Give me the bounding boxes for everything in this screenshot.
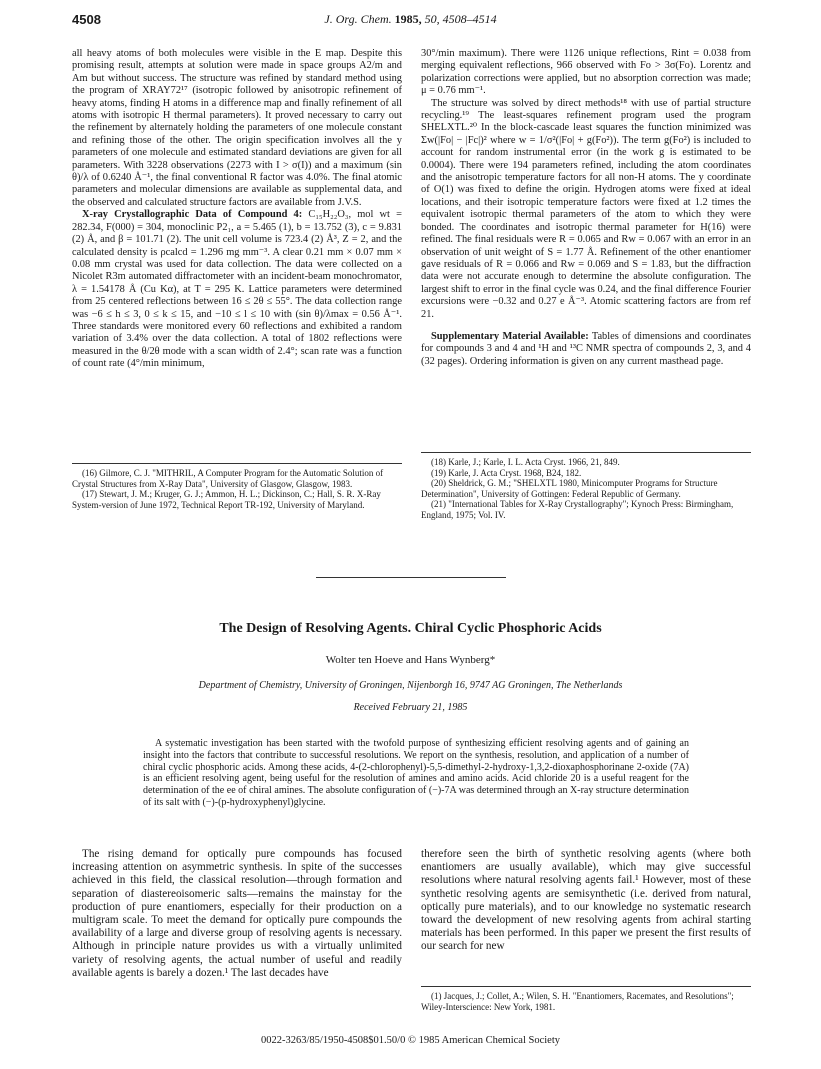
supplementary-paragraph (421, 331, 751, 368)
footnote-rule-body (421, 986, 751, 987)
body-right-column (421, 848, 751, 954)
footnote-rule-right (421, 452, 751, 453)
footnote-16: (16) Gilmore, C. J. "MITHRIL, A Computer Program for the Automatic Solution of Crystal Structures from X-Ray Data", University of Glasgow, Glasgow, 1983. (72, 468, 384, 489)
footnotes-body (421, 991, 751, 1012)
left-paragraph: all heavy atoms of both molecules were visible in the E map. Despite this promising result, attempts at solution were made in space groups A2/m and Am but without success. The structure was refined by standard method using the program of XRAY72¹⁷ (isotropic followed by anisotropic refinement of heavy atoms, finding H atoms in a difference map and finally refinement of all atoms with isotropic H thermal parameters). It proved necessary to carry out the refinement by alternately holding the parameters of one molecule constant and refining those of the other. The origin specification involves all the y parameters of one molecule and estimated standard deviations are given for all parameters. With 3228 observations (2273 with I > σ(I)) and a maximum (sin θ)/λ of 0.6240 Å⁻¹, the final conventional R factor was 4.0%. The final atomic parameters and molecular dimensions are available as supplemental data, and the observed and calculated structure factors are available from J.V.S. (72, 48, 402, 208)
body-left-column (72, 848, 402, 980)
footnotes-right (421, 457, 751, 521)
footnote-19: (19) Karle, J. Acta Cryst. 1968, B24, 182. (431, 467, 582, 478)
right-paragraph-1: 30°/min maximum). There were 1126 unique reflections, Rint = 0.038 from merging equivalent reflections, 966 observed with Fo > 3σ(Fo). Lorentz and polarization corrections were applied, but no absorption correction was made; μ = 0.76 mm⁻¹. (421, 48, 751, 97)
journal-pages: 4508–4514 (442, 12, 497, 26)
article-separator (316, 577, 506, 578)
supplementary-text: Tables of dimensions and coordinates for compounds 3 and 4 and ¹H and ¹³C NMR spectra of compounds 2, 3, and 4 (32 pages). Ordering information is given on any current masthead page. (421, 330, 751, 367)
journal-header (0, 12, 821, 27)
footnote-21: (21) "International Tables for X-Ray Crystallography"; Kynoch Press: Birmingham, England, 1975; Vol. IV. (421, 499, 734, 520)
article-title: The Design of Resolving Agents. Chiral Cyclic Phosphoric Acids (219, 621, 602, 636)
footnote-1: (1) Jacques, J.; Collet, A.; Wilen, S. H. "Enantiomers, Racemates, and Resolutions"; Wiley-Interscience: New York, 1981. (421, 991, 734, 1012)
article-authors: Wolter ten Hoeve and Hans Wynberg* (325, 654, 496, 666)
article-received-date: Received February 21, 1985 (353, 702, 468, 713)
page-number: 4508 (72, 12, 101, 27)
article-abstract: A systematic investigation has been started with the twofold purpose of synthesizing efficient resolving agents and of gaining an insight into the factors that contribute to successful resolutions. We report on the synthesis, resolution, and application of a number of chiral cyclic phosphoric acids. Among these acids, 4-(2-chlorophenyl)-5,5-dimethyl-2-hydroxy-1,3,2-dioxaphosphorinane 2-oxide (7A) is an efficient resolving agent, being useful for the resolution of amines and amino acids. Acid chloride 20 is a useful reagent for the determination of the ee of chiral amines. The absolute configuration of (−)-7A was determined through an X-ray structure determination of its salt with (−)-(p-hydroxyphenyl)glycine. (143, 738, 689, 808)
page-footer: 0022-3263/85/1950-4508$01.50/0 © 1985 American Chemical Society (260, 1035, 561, 1046)
footnote-20: (20) Sheldrick, G. M.; "SHELXTL 1980, Minicomputer Programs for Structure Determination", University of Gottingen: Federal Republic of Germany. (421, 478, 718, 499)
supplementary-heading: Supplementary Material Available: (431, 330, 589, 342)
footnote-17: (17) Stewart, J. M.; Kruger, G. J.; Ammon, H. L.; Dickinson, C.; Hall, S. R. X-Ray System-version of June 1972, Technical Report TR-192, University of Maryland. (72, 489, 381, 510)
xray-paragraph (72, 209, 402, 370)
journal-volume: 50, (424, 12, 440, 26)
left-column-text (72, 48, 402, 371)
xray-text: C₁₅H₂₂O₃, mol wt = 282.34, F(000) = 304, monoclinic P2₁, a = 5.465 (1), b = 13.752 (3), c = 9.831 (2) Å, and β = 101.71 (2). The unit cell volume is 723.4 (2) Å³, Z = 2, and the calculated density is ρcalcd = 1.296 mg mm⁻³. A clear 0.21 mm × 0.07 mm × 0.08 mm crystal was used for data collection. The data were collected on a Nicolet R3m automated diffractometer with an incident-beam monochromator, λ = 1.54178 Å (Cu Kα), at T = 295 K. Lattice parameters were determined from 25 centered reflections between 16 ≤ 2θ ≤ 55°. The data collection range was −6 ≤ h ≤ 3, 0 ≤ k ≤ 15, and −10 ≤ l ≤ 10 with (sin θ)/λmax = 0.56 Å⁻¹. Three standards were monitored every 60 reflections and exhibited a random variation of 3.4% over the data collection. A total of 1802 reflections were measured in the θ/2θ mode with a scan width of 2.4°; scan rate was a function of count rate (4°/min minimum, (72, 209, 402, 370)
body-left-paragraph: The rising demand for optically pure compounds has focused increasing attention on asymmetric synthesis. In spite of the successes achieved in this field, the classical resolution—through formation and separation of diastereoisomeric salts—remains the mainstay for the production of pure enantiomers, especially for their production on a multigram scale. To meet the demand for optically pure compounds the availability of a large and diverse group of resolving agents is necessary. Although in principle nature provides us with a virtually unlimited variety of resolving agents, the actual number of useful and readily available agents is barely a dozen.¹ The last decades have (72, 848, 402, 979)
footnote-18: (18) Karle, J.; Karle, I. L. Acta Cryst. 1966, 21, 849. (431, 457, 620, 467)
journal-year: 1985, (394, 12, 422, 26)
xray-heading: X-ray Crystallographic Data of Compound 4: (82, 209, 303, 221)
footnote-rule-left (72, 463, 402, 464)
footnotes-left (72, 468, 402, 510)
right-paragraph-2: The structure was solved by direct methods¹⁸ with use of partial structure recycling.¹⁹ The least-squares refinement program used the program SHELXTL.²⁰ In the block-cascade least squares the function minimized was Σw(|Fo| − |Fc|)² where w = 1/σ²(|Fo| + g(Fo²)). The term g(Fo²) is included to account for random instrumental error (in the work g is estimated to be 0.0004). There were 194 parameters refined, including the atom coordinates and the anisotropic temperature factors for all non-H atoms. The y coordinate of O(1) was fixed to define the origin. Hydrogen atoms were fixed at ideal locations, and their isotropic temperature factors were fixed at 1.2 times the equivalent isotropic thermal parameters of the atom to which they were bonded. The coordinates and isotropic thermal parameter for H(16) were refined. The final residuals were R = 0.065 and Rw = 0.067 with an error in an observation of unit weight of S = 1.77 Å. Refinement of the other enantiomer gave residuals of R = 0.066 and Rw = 0.069 and S = 1.83, but the diffraction data were not accurate enough to determine the absolute configuration. The largest shift to error in the final cycle was 0.24, and the final difference Fourier excursions were −0.32 and 0.27 e Å⁻³. Atomic scattering factors are from ref 21. (421, 97, 751, 320)
article-affiliation: Department of Chemistry, University of Groningen, Nijenborgh 16, 9747 AG Groningen, The Netherlands (198, 680, 623, 691)
journal-name: J. Org. Chem. (324, 12, 392, 26)
right-column-text (421, 48, 751, 368)
body-right-paragraph: therefore seen the birth of synthetic resolving agents (where both enantiomers are usually available), which may give successful resolutions where natural resolving agents fail.¹ However, most of these synthetic resolving agents are semisynthetic (i.e. derived from natural, optically pure materials), and to our knowledge no systematic research toward the development of new resolving agents from achiral starting materials has been performed. In this paper we present the first results of our search for new (421, 848, 751, 953)
